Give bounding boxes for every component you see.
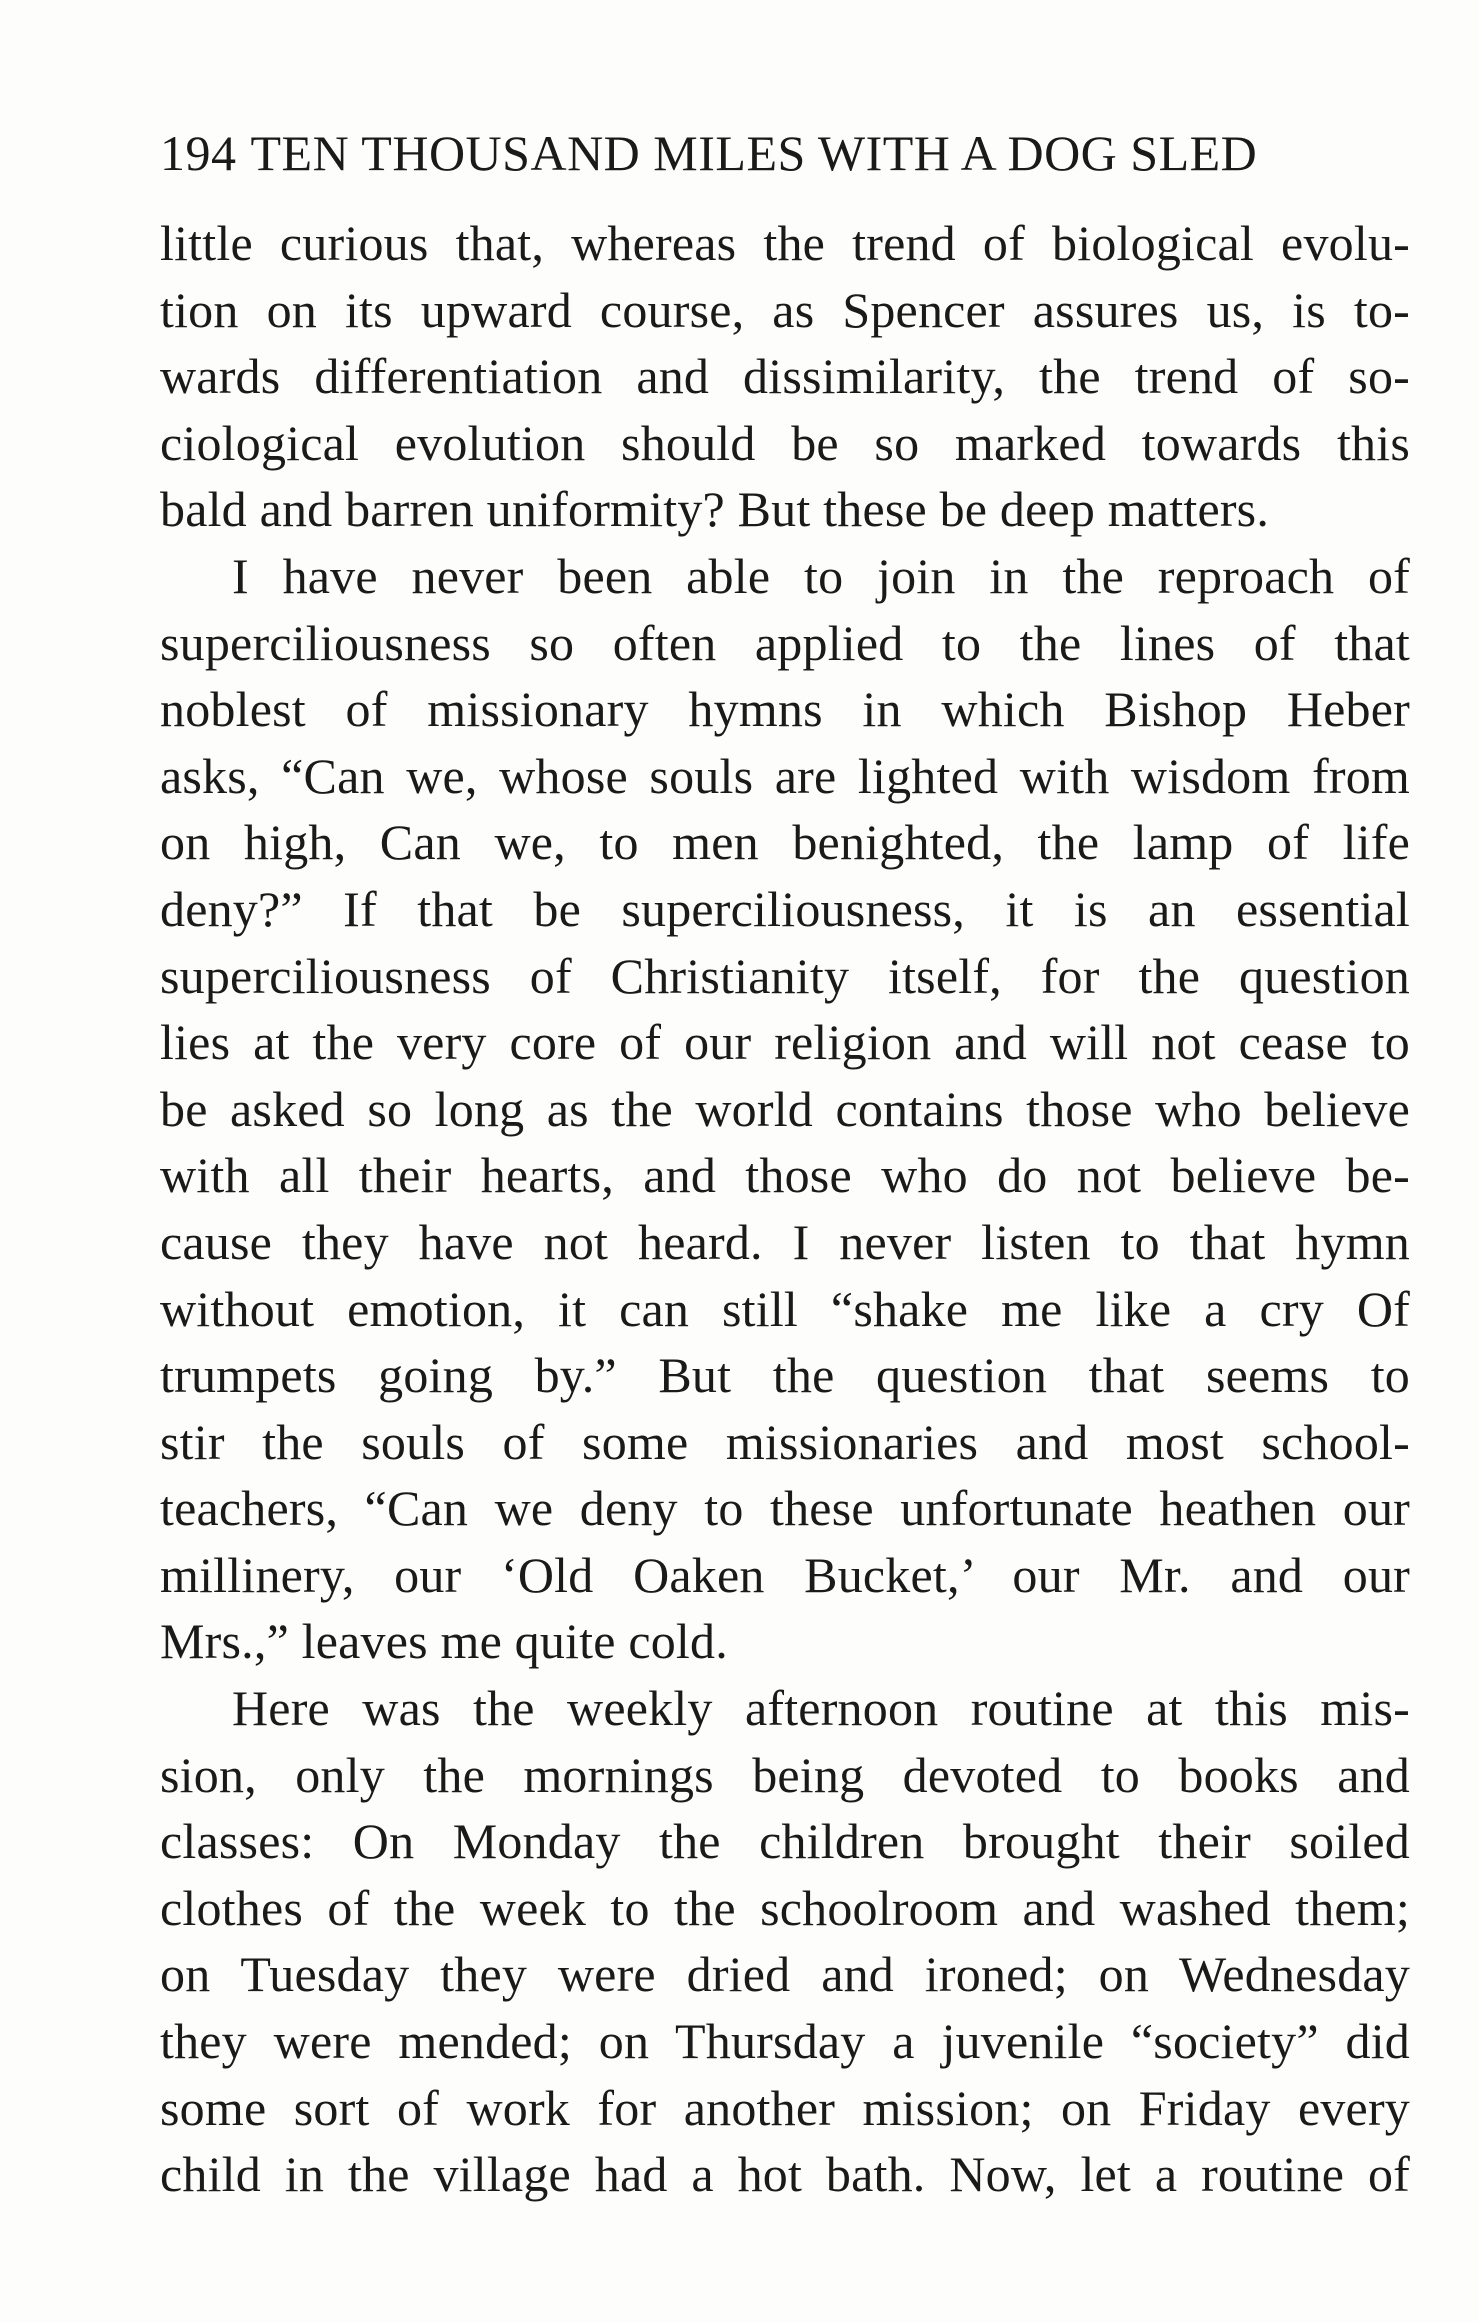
text-line: I have never been able to join in the reproach of <box>232 547 1410 604</box>
text-line: ciological evolution should be so marked towards this <box>160 414 1410 471</box>
text-line: wards differentiation and dissimilarity, the trend of so- <box>160 348 1410 405</box>
text-line: they were mended; on Thursday a juvenile “society” did <box>160 2013 1410 2070</box>
text-line: without emotion, it can still “shake me like a cry Of <box>160 1280 1410 1337</box>
page-number: 194 <box>160 125 237 181</box>
text-line: cause they have not heard. I never listen to that hymn <box>160 1213 1410 1270</box>
running-title: TEN THOUSAND MILES WITH A DOG SLED <box>250 125 1258 181</box>
text-line: Mrs.,” leaves me quite cold. <box>160 1613 728 1670</box>
text-line: superciliousness so often applied to the lines of that <box>160 614 1410 671</box>
text-line: trumpets going by.” But the question that seems to <box>160 1347 1410 1404</box>
text-line: sion, only the mornings being devoted to books and <box>160 1746 1410 1803</box>
text-line: clothes of the week to the schoolroom and washed them; <box>160 1879 1410 1936</box>
text-line: asks, “Can we, whose souls are lighted with wisdom from <box>160 747 1410 804</box>
text-line: bald and barren uniformity? But these be deep matters. <box>160 481 1270 538</box>
text-line: some sort of work for another mission; on Friday every <box>160 2079 1410 2136</box>
text-line: on high, Can we, to men benighted, the lamp of life <box>160 814 1410 871</box>
text-line: superciliousness of Christianity itself, for the question <box>160 947 1410 1004</box>
text-line: millinery, our ‘Old Oaken Bucket,’ our Mr. and our <box>160 1546 1410 1603</box>
text-line: deny?” If that be superciliousness, it is an essential <box>160 880 1410 937</box>
text-line: stir the souls of some missionaries and most school- <box>160 1413 1410 1470</box>
text-line: little curious that, whereas the trend of biological evolu- <box>160 215 1410 271</box>
text-line: classes: On Monday the children brought their soiled <box>160 1813 1410 1870</box>
text-line: with all their hearts, and those who do not believe be- <box>160 1147 1410 1204</box>
text-line: be asked so long as the world contains those who believe <box>160 1080 1410 1137</box>
text-line: on Tuesday they were dried and ironed; on Wednesday <box>160 1946 1410 2003</box>
running-head <box>160 118 1380 188</box>
text-line: child in the village had a hot bath. Now, let a routine of <box>160 2146 1410 2203</box>
text-line: noblest of missionary hymns in which Bishop Heber <box>160 681 1410 738</box>
text-line: Here was the weekly afternoon routine at this mis- <box>232 1680 1410 1737</box>
text-line: lies at the very core of our religion and will not cease to <box>160 1014 1410 1071</box>
text-line: tion on its upward course, as Spencer assures us, is to- <box>160 281 1410 338</box>
body-text <box>160 210 1410 2208</box>
text-line: teachers, “Can we deny to these unfortunate heathen our <box>160 1480 1410 1537</box>
